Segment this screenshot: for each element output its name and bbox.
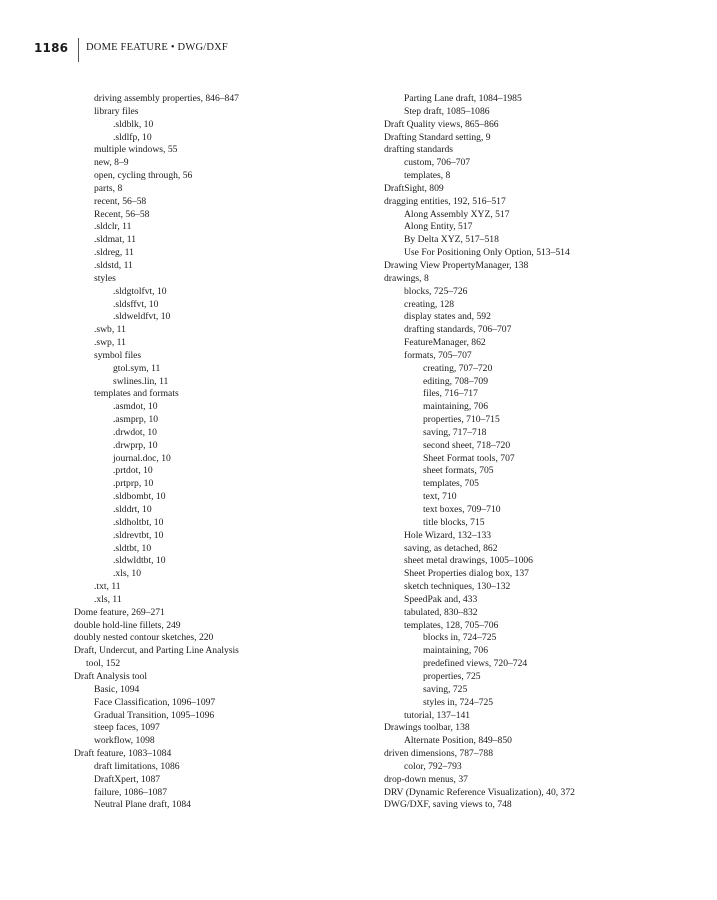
index-entry: Alternate Position, 849–850 — [404, 735, 512, 747]
index-entry: creating, 128 — [404, 298, 455, 310]
index-entry: Dome feature, 269–271 — [74, 606, 165, 618]
index-entry: .sldholtbt, 10 — [113, 516, 164, 528]
index-entry: FeatureManager, 862 — [404, 337, 486, 349]
index-entry: .txt, 11 — [94, 581, 121, 593]
index-entry: Neutral Plane draft, 1084 — [94, 799, 191, 811]
index-entry: .sldlfp, 10 — [113, 131, 152, 143]
index-entry: editing, 708–709 — [423, 375, 489, 387]
index-entry: Recent, 56–58 — [94, 208, 150, 220]
index-entry: Gradual Transition, 1095–1096 — [94, 709, 215, 721]
index-entry: library files — [94, 105, 139, 117]
index-entry: properties, 725 — [423, 670, 481, 682]
index-column-right — [384, 93, 704, 812]
index-entry: drafting standards — [384, 144, 454, 156]
index-entry: Along Assembly XYZ, 517 — [404, 208, 510, 220]
index-entry: dragging entities, 192, 516–517 — [384, 195, 506, 207]
index-entry: predefined views, 720–724 — [423, 658, 528, 670]
index-entry: Drawings toolbar, 138 — [384, 722, 470, 734]
index-entry: swlines.lin, 11 — [113, 375, 169, 387]
index-entry: .sldstd, 11 — [94, 259, 133, 271]
index-entry: sheet metal drawings, 1005–1006 — [404, 555, 533, 567]
index-entry: driven dimensions, 787–788 — [384, 748, 493, 760]
index-entry: .asmdot, 10 — [113, 401, 158, 413]
index-entry: .swb, 11 — [94, 324, 126, 336]
index-entry: SpeedPak and, 433 — [404, 593, 478, 605]
index-entry: .sldweldfvt, 10 — [113, 311, 171, 323]
index-entry: styles in, 724–725 — [423, 696, 494, 708]
index-entry: tutorial, 137–141 — [404, 709, 471, 721]
index-entry: title blocks, 715 — [423, 516, 485, 528]
index-entry: new, 8–9 — [94, 157, 129, 169]
index-entry: .sldreg, 11 — [94, 247, 134, 259]
index-entry: Draft Quality views, 865–866 — [384, 118, 499, 130]
index-entry: Sheet Format tools, 707 — [423, 452, 515, 464]
index-column-left — [74, 93, 394, 812]
index-entry: Face Classification, 1096–1097 — [94, 696, 216, 708]
index-entry: templates and formats — [94, 388, 179, 400]
index-entry: DraftSight, 809 — [384, 182, 444, 194]
index-entry: Drawing View PropertyManager, 138 — [384, 259, 529, 271]
index-entry: templates, 8 — [404, 170, 451, 182]
index-entry: display states and, 592 — [404, 311, 491, 323]
index-entry: DraftXpert, 1087 — [94, 773, 161, 785]
index-entry: DWG/DXF, saving views to, 748 — [384, 799, 512, 811]
index-entry: workflow, 1098 — [94, 735, 155, 747]
index-entry: .sldgtolfvt, 10 — [113, 285, 167, 297]
index-entry: journal.doc, 10 — [113, 452, 171, 464]
index-entry: templates, 128, 705–706 — [404, 619, 499, 631]
index-entry: open, cycling through, 56 — [94, 170, 193, 182]
index-entry: text, 710 — [423, 491, 457, 503]
index-entry: .sldbombt, 10 — [113, 491, 166, 503]
index-entry: sketch techniques, 130–132 — [404, 581, 511, 593]
header-divider — [78, 38, 79, 62]
index-entry: .sldrevtbt, 10 — [113, 529, 164, 541]
index-entry: sheet formats, 705 — [423, 465, 494, 477]
index-entry: .prtdot, 10 — [113, 465, 153, 477]
index-entry: blocks in, 724–725 — [423, 632, 497, 644]
index-entry: saving, as detached, 862 — [404, 542, 498, 554]
index-entry: files, 716–717 — [423, 388, 478, 400]
index-entry: drafting standards, 706–707 — [404, 324, 512, 336]
index-entry: drop-down menus, 37 — [384, 773, 468, 785]
index-entry: Step draft, 1085–1086 — [404, 105, 490, 117]
index-entry: saving, 725 — [423, 683, 468, 695]
index-entry: driving assembly properties, 846–847 — [94, 93, 239, 104]
index-entry: styles — [94, 272, 116, 284]
index-entry: blocks, 725–726 — [404, 285, 468, 297]
index-entry: Basic, 1094 — [94, 683, 140, 695]
index-entry: Draft Analysis tool — [74, 670, 148, 682]
index-entry: second sheet, 718–720 — [423, 439, 511, 451]
index-entry: color, 792–793 — [404, 760, 462, 772]
index-entry: draft limitations, 1086 — [94, 760, 180, 772]
index-entry: .xls, 11 — [94, 593, 122, 605]
index-entry: maintaining, 706 — [423, 645, 489, 657]
index-entry: .asmprp, 10 — [113, 414, 159, 426]
index-entry: text boxes, 709–710 — [423, 504, 501, 515]
index-entry: drawings, 8 — [384, 272, 429, 284]
index-entry: .drwprp, 10 — [113, 439, 158, 451]
index-entry: properties, 710–715 — [423, 414, 500, 426]
index-entry: Sheet Properties dialog box, 137 — [404, 568, 529, 580]
index-entry-continuation: tool, 152 — [86, 658, 121, 670]
page-number: 1186 — [34, 41, 69, 55]
index-entry: formats, 705–707 — [404, 349, 472, 361]
index-entry: steep faces, 1097 — [94, 722, 160, 734]
index-entry: creating, 707–720 — [423, 362, 493, 374]
index-entry: .drwdot, 10 — [113, 426, 157, 438]
index-entry: Drafting Standard setting, 9 — [384, 131, 491, 143]
index-entry: doubly nested contour sketches, 220 — [74, 632, 214, 644]
index-entry: custom, 706–707 — [404, 157, 471, 169]
index-entry: parts, 8 — [94, 182, 123, 194]
index-entry: Hole Wizard, 132–133 — [404, 529, 492, 541]
index-entry: .swp, 11 — [94, 337, 126, 349]
index-entry: .sldwldtbt, 10 — [113, 555, 166, 567]
index-entry: Draft, Undercut, and Parting Line Analysis — [74, 645, 239, 657]
index-entry: saving, 717–718 — [423, 426, 487, 438]
index-entry: Parting Lane draft, 1084–1985 — [404, 93, 522, 104]
index-entry: gtol.sym, 11 — [113, 362, 161, 374]
index-entry: failure, 1086–1087 — [94, 786, 168, 798]
index-entry: .prtprp, 10 — [113, 478, 154, 490]
index-entry: .xls, 10 — [113, 568, 141, 580]
index-entry: By Delta XYZ, 517–518 — [404, 234, 499, 246]
running-head: DOME FEATURE • DWG/DXF — [86, 42, 228, 53]
index-entry: recent, 56–58 — [94, 195, 147, 207]
index-entry: multiple windows, 55 — [94, 144, 178, 156]
index-entry: .sldclr, 11 — [94, 221, 132, 233]
index-entry: Draft feature, 1083–1084 — [74, 748, 172, 760]
index-entry: double hold-line fillets, 249 — [74, 619, 181, 631]
index-entry: DRV (Dynamic Reference Visualization), 40, 372 — [384, 786, 575, 798]
index-entry: Along Entity, 517 — [404, 221, 473, 233]
index-entry: .slddrt, 10 — [113, 504, 152, 515]
index-entry: .sldsffvt, 10 — [113, 298, 159, 310]
index-entry: .sldblk, 10 — [113, 118, 154, 130]
index-entry: templates, 705 — [423, 478, 479, 490]
index-entry: tabulated, 830–832 — [404, 606, 478, 618]
index-entry: maintaining, 706 — [423, 401, 489, 413]
index-entry: .sldmat, 11 — [94, 234, 137, 246]
index-entry: symbol files — [94, 349, 142, 361]
index-entry: .sldtbt, 10 — [113, 542, 152, 554]
index-entry: Use For Positioning Only Option, 513–514 — [404, 247, 570, 259]
